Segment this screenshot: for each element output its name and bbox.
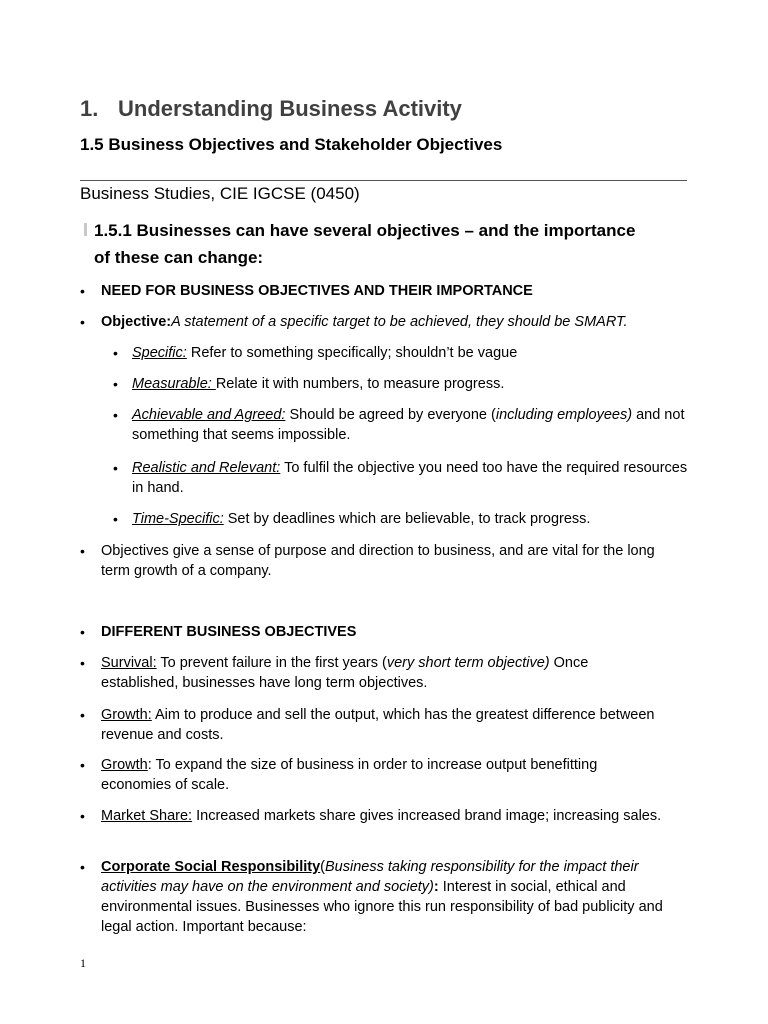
list-item-smart-time: Time-Specific: Set by deadlines which are believable, to track progress. — [132, 511, 591, 527]
bullet-icon: • — [113, 407, 118, 423]
course-subtitle: Business Studies, CIE IGCSE (0450) — [80, 184, 360, 203]
bullet-icon: • — [80, 655, 85, 671]
list-item-smart-achievable: Achievable and Agreed: Should be agreed by everyone (including employees) and not something that seems impossible. — [132, 407, 685, 443]
bullet-icon: • — [80, 283, 85, 299]
list-item-objective: Objective:A statement of a specific target to be achieved, they should be SMART. — [101, 314, 628, 330]
bullet-icon: • — [80, 314, 85, 330]
bullet-icon: • — [113, 345, 118, 361]
chapter-heading — [80, 96, 462, 122]
list-item-smart-measurable: Measurable: Relate it with numbers, to measure progress. — [132, 376, 505, 392]
list-item-growth-size: Growth: To expand the size of business in order to increase output benefitting economies of scale. — [101, 757, 598, 793]
list-item-market-share: Market Share: Increased markets share gives increased brand image; increasing sales. — [101, 808, 662, 824]
section-heading: 1.5 Business Objectives and Stakeholder Objectives — [80, 135, 503, 154]
page-number: 1 — [80, 956, 86, 970]
bullet-icon: • — [80, 624, 85, 640]
heading-marker — [84, 223, 87, 236]
list-item-growth-profit: Growth: Aim to produce and sell the output, which has the greatest difference between revenue and costs. — [101, 707, 655, 743]
bullet-icon: • — [113, 511, 118, 527]
bullet-icon: • — [80, 859, 85, 875]
list-item-purpose: Objectives give a sense of purpose and direction to business, and are vital for the long term growth of a company. — [101, 543, 655, 579]
subsection-heading: 1.5.1 Businesses can have several objectives – and the importance of these can change: — [94, 221, 636, 267]
list-item-smart-specific: Specific: Refer to something specifically; shouldn’t be vague — [132, 345, 518, 361]
list-item-csr: Corporate Social Responsibility(Business taking responsibility for the impact their activities may have on the environment and society): Interest in social, ethical and environmental issues. Businesses who ignore this run responsibility of bad publicity and legal action. Important because: — [101, 859, 663, 935]
list-heading-need: NEED FOR BUSINESS OBJECTIVES AND THEIR IMPORTANCE — [101, 283, 533, 299]
chapter-number: 1. — [80, 96, 99, 121]
bullet-icon: • — [80, 707, 85, 723]
bullet-icon: • — [80, 757, 85, 773]
chapter-title: Understanding Business Activity — [118, 96, 462, 121]
list-item-smart-realistic: Realistic and Relevant: To fulfil the objective you need too have the required resources in hand. — [132, 460, 688, 496]
bullet-icon: • — [80, 808, 85, 824]
list-heading-different: DIFFERENT BUSINESS OBJECTIVES — [101, 624, 357, 640]
list-item-survival: Survival: To prevent failure in the first years (very short term objective) Once established, businesses have long term objectives. — [101, 655, 589, 691]
bullet-icon: • — [113, 376, 118, 392]
bullet-icon: • — [113, 460, 118, 476]
bullet-icon: • — [80, 543, 85, 559]
horizontal-rule — [80, 180, 687, 181]
